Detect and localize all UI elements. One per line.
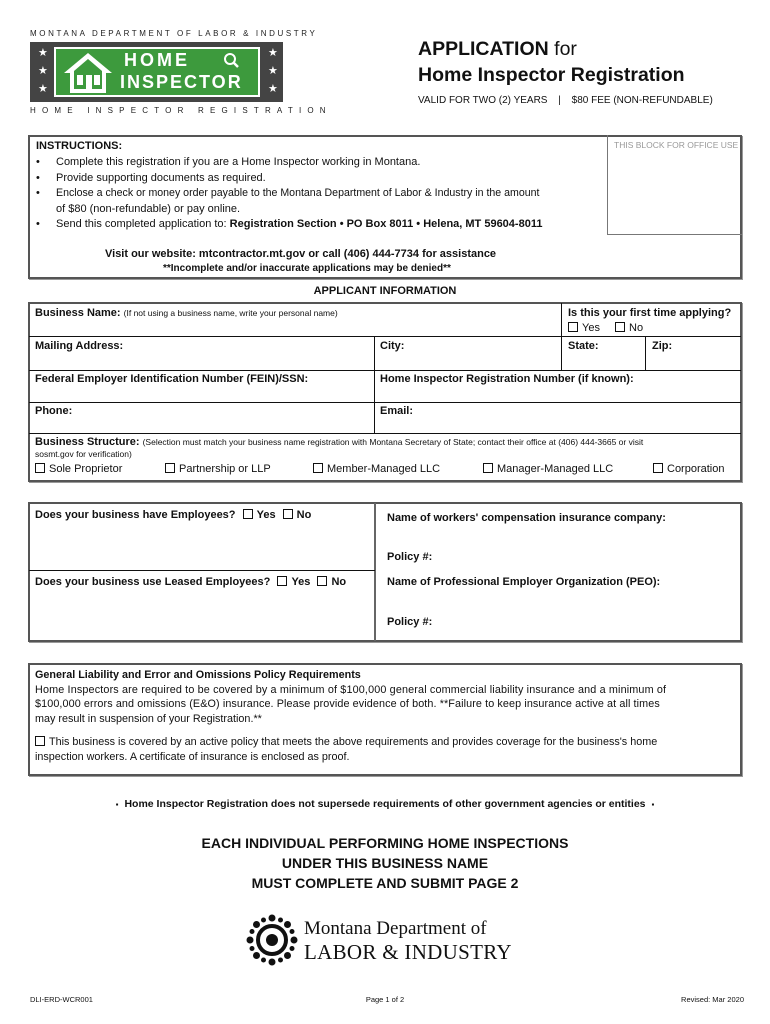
fee-text: $80 FEE (NON-REFUNDABLE) [571, 95, 713, 106]
logo-word-inspector: INSPECTOR [120, 72, 243, 92]
business-name-hint: (If not using a business name, write your personal name) [123, 308, 338, 318]
liability-heading: General Liability and Error and Omissions Policy Requirements [35, 669, 361, 681]
business-structure-hint: (Selection must match your business name registration with Montana Secretary of State; contact their office at (406) 444-3665 or visit [142, 437, 644, 447]
liability-content [35, 668, 737, 764]
validity-line [418, 95, 713, 106]
peo-label[interactable]: Name of Professional Employer Organization (PEO): [387, 576, 661, 588]
page-subtitle: Home Inspector Registration [418, 64, 685, 86]
notice-bullet: ▪ [651, 800, 655, 809]
dept-name-line1: Montana Department of [304, 918, 487, 939]
list-item: • Send this completed application to: Registration Section • PO Box 8011 • Helena, MT 59604-8011 [36, 218, 543, 230]
fein-label[interactable]: Federal Employer Identification Number (FEIN)/SSN: [35, 373, 309, 385]
leased-yes[interactable]: Yes [277, 576, 310, 588]
leased-no[interactable]: No [317, 576, 346, 588]
list-item: of $80 (non-refundable) or pay online. [56, 202, 241, 215]
checkbox-icon [317, 576, 327, 586]
checkbox-icon [568, 322, 578, 332]
checkbox-icon [283, 509, 293, 519]
checkbox-icon [165, 463, 175, 473]
checkbox-icon [243, 509, 253, 519]
star-icon: ★ [268, 65, 278, 77]
office-use-block [607, 135, 742, 235]
star-icon: ★ [38, 83, 48, 95]
first-time-label: Is this your first time applying? [568, 307, 732, 319]
home-inspector-logo [30, 42, 283, 102]
logo-word-home: HOME [124, 50, 190, 70]
phone-label[interactable]: Phone: [35, 405, 73, 417]
validity-text: VALID FOR TWO (2) YEARS [418, 95, 548, 106]
title-for: for [554, 38, 577, 60]
star-icon: ★ [38, 65, 48, 77]
employees-question-text: Does your business have Employees? [35, 509, 236, 521]
structure-sole-proprietor[interactable]: Sole Proprietor [35, 463, 122, 475]
policy-number-1[interactable]: Policy #: [387, 551, 433, 563]
checkbox-icon [313, 463, 323, 473]
star-icon: ★ [268, 47, 278, 59]
liability-text-3: may result in suspension of your Registration.** [35, 712, 262, 725]
logo-bottom-text: HOME INSPECTOR REGISTRATION [30, 106, 332, 115]
instructions-list [36, 155, 606, 233]
registration-number-label[interactable]: Home Inspector Registration Number (if known): [380, 373, 634, 385]
checkbox-icon [615, 322, 625, 332]
business-structure-hint-2: sosmt.gov for verification) [35, 449, 132, 459]
instructions-heading: INSTRUCTIONS: [36, 140, 123, 152]
liability-text-1: Home Inspectors are required to be covered by a minimum of $100,000 general commercial liability insurance and a minimum of [35, 683, 667, 696]
footer-revised: Revised: Mar 2020 [681, 995, 744, 1004]
checkbox-icon [653, 463, 663, 473]
business-structure-label: Business Structure: [35, 436, 140, 448]
page2-notice-line3: MUST COMPLETE AND SUBMIT PAGE 2 [251, 875, 519, 891]
checkbox-icon [35, 463, 45, 473]
page2-notice [0, 833, 770, 893]
checkbox-icon [35, 736, 45, 746]
checkbox-icon [483, 463, 493, 473]
first-time-no[interactable]: No [615, 322, 643, 334]
first-time-options [568, 322, 643, 334]
logo-top-text: MONTANA DEPARTMENT OF LABOR & INDUSTRY [30, 29, 318, 38]
star-icon: ★ [38, 47, 48, 59]
business-structure-text [35, 436, 735, 448]
policy-number-2[interactable]: Policy #: [387, 616, 433, 628]
zip-label[interactable]: Zip: [652, 340, 673, 352]
footer-page-number: Page 1 of 2 [365, 995, 405, 1004]
workers-comp-label[interactable]: Name of workers' compensation insurance company: [387, 512, 666, 524]
house-icon [60, 51, 116, 95]
website-line: Visit our website: mtcontractor.mt.gov or call (406) 444-7734 for assistance [105, 248, 497, 260]
coverage-checkbox-line[interactable]: This business is covered by an active policy that meets the above requirements and provides coverage for the business's home [35, 735, 737, 750]
structure-corporation[interactable]: Corporation [653, 463, 724, 475]
employees-question [35, 509, 311, 521]
business-name-label: Business Name: [35, 307, 121, 319]
email-label[interactable]: Email: [380, 405, 414, 417]
validity-separator: | [558, 95, 561, 106]
business-name-field[interactable] [35, 307, 338, 319]
checkbox-icon [277, 576, 287, 586]
leased-question-text: Does your business use Leased Employees? [35, 576, 271, 588]
employees-no[interactable]: No [283, 509, 312, 521]
list-item: • Provide supporting documents as required. [36, 171, 266, 184]
warning-line: **Incomplete and/or inaccurate applications may be denied** [163, 263, 451, 274]
notice-bullet: ▪ [115, 800, 119, 809]
structure-manager-llc[interactable]: Manager-Managed LLC [483, 463, 613, 475]
page2-notice-line1: EACH INDIVIDUAL PERFORMING HOME INSPECTIONS [201, 835, 569, 851]
title-bold: APPLICATION [418, 38, 549, 60]
list-item: • Enclose a check or money order payable to the Montana Department of Labor & Industry in the amount [36, 187, 540, 199]
dept-seal-icon [246, 914, 298, 966]
liability-text-2: $100,000 errors and omissions (E&O) insurance. Please provide evidence of both. **Failure to keep insurance active at all times [35, 698, 660, 710]
city-label[interactable]: City: [380, 340, 405, 352]
state-label[interactable]: State: [568, 340, 599, 352]
page2-notice-line2: UNDER THIS BUSINESS NAME [281, 855, 489, 871]
structure-partnership[interactable]: Partnership or LLP [165, 463, 271, 475]
mailing-address-label[interactable]: Mailing Address: [35, 340, 124, 352]
employees-yes[interactable]: Yes [243, 509, 276, 521]
page-title [418, 38, 577, 61]
coverage-text-2: inspection workers. A certificate of insurance is enclosed as proof. [35, 750, 350, 763]
structure-member-llc[interactable]: Member-Managed LLC [313, 463, 440, 475]
leased-question [35, 576, 346, 588]
star-icon: ★ [268, 83, 278, 95]
footer-form-id: DLI-ERD-WCR001 [30, 995, 93, 1004]
first-time-yes[interactable]: Yes [568, 322, 600, 334]
notice-text: Home Inspector Registration does not supersede requirements of other government agencies or entities [124, 798, 646, 810]
section-title-applicant: APPLICANT INFORMATION [313, 285, 457, 297]
office-use-label: THIS BLOCK FOR OFFICE USE [614, 140, 739, 150]
dept-name-line2: LABOR & INDUSTRY [304, 940, 512, 964]
magnifier-icon [222, 52, 240, 70]
list-item: • Complete this registration if you are a Home Inspector working in Montana. [36, 156, 421, 168]
notice-line [0, 798, 770, 810]
